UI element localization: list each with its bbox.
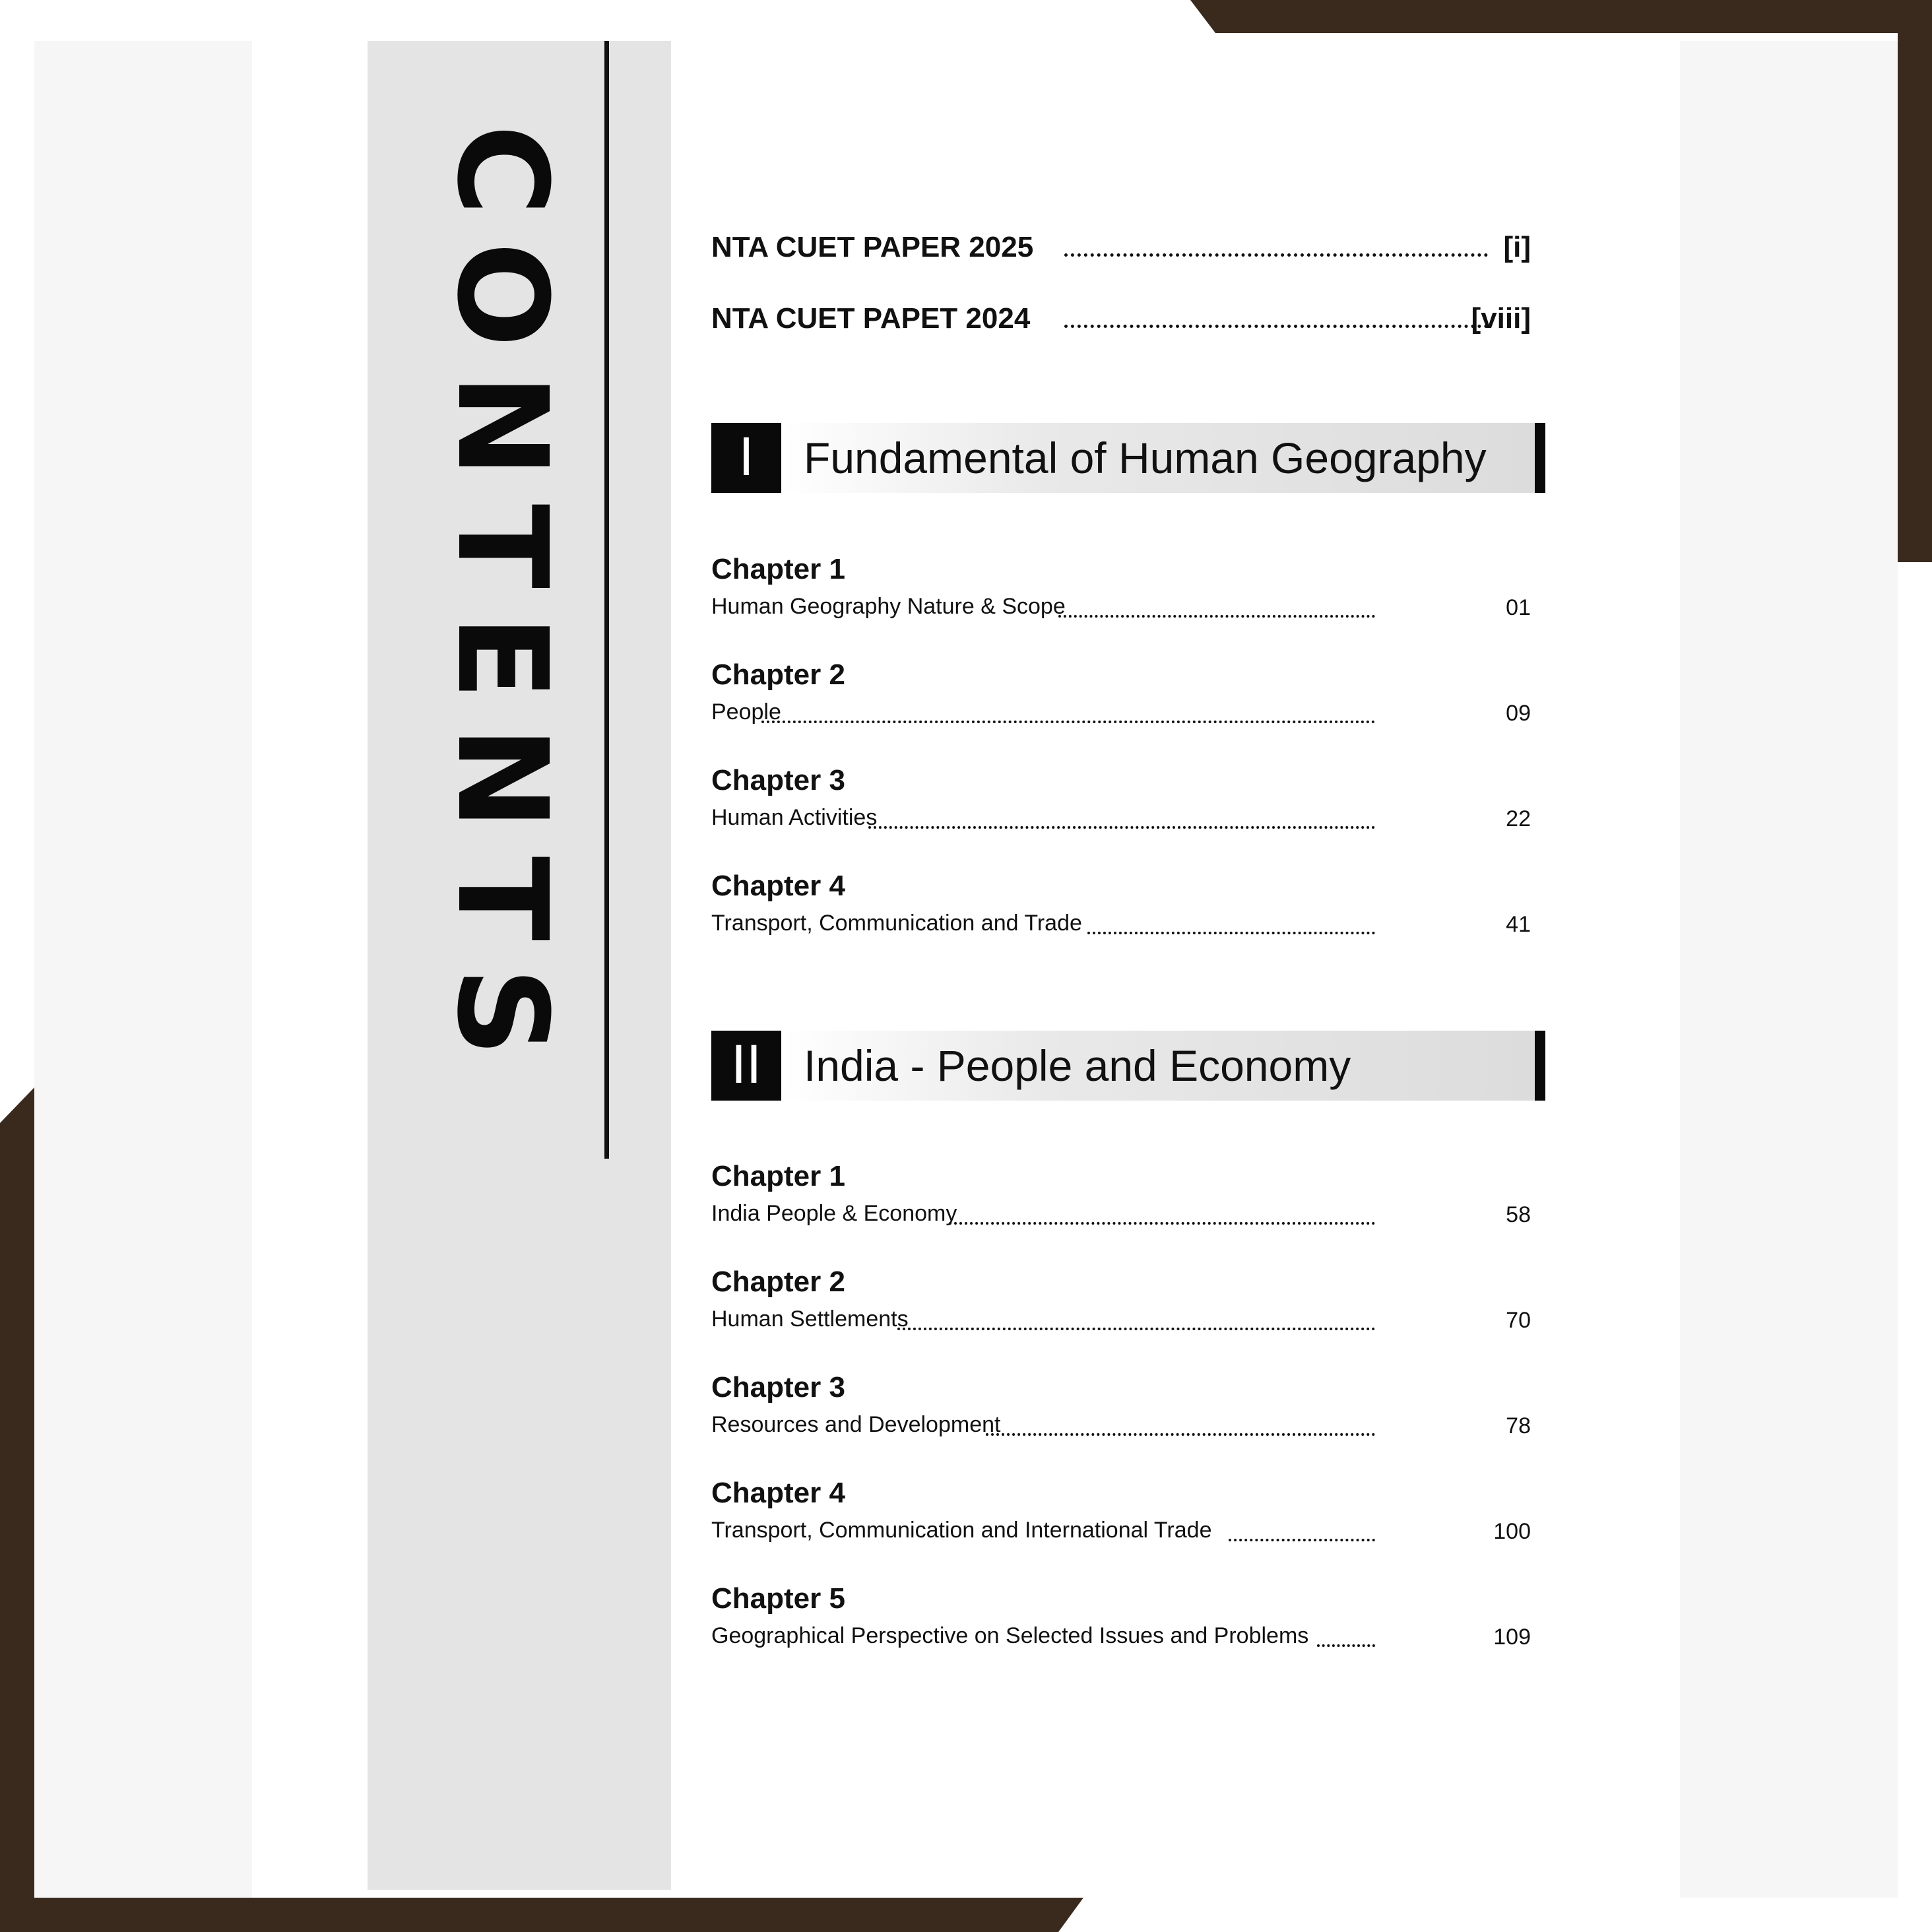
chapter-entry[interactable] [711, 764, 1544, 837]
unit-numeral: II [711, 1031, 781, 1101]
contents-title: CONTENTS [430, 124, 574, 1083]
chapter-page: 09 [1506, 701, 1531, 726]
front-matter-page: [viii] [1471, 302, 1531, 335]
unit-title: India - People and Economy [804, 1041, 1351, 1090]
chapter-entry[interactable] [711, 1371, 1544, 1444]
unit-numeral: I [711, 423, 781, 493]
table-of-contents [711, 0, 1544, 1932]
chapter-label: Chapter 1 [711, 1160, 845, 1192]
chapter-title: Human Settlements [711, 1306, 909, 1332]
chapter-entry[interactable] [711, 1266, 1544, 1338]
front-matter-label: NTA CUET PAPET 2024 [711, 302, 1031, 335]
unit-title: Fundamental of Human Geography [804, 434, 1487, 482]
unit-heading [711, 423, 1545, 493]
chapter-label: Chapter 3 [711, 764, 845, 796]
leader-dots [1058, 615, 1375, 618]
front-matter-page: [i] [1503, 231, 1531, 263]
leader-dots [1064, 325, 1488, 328]
chapter-title: Transport, Communication and International Trade [711, 1518, 1212, 1543]
leader-dots [1317, 1644, 1375, 1647]
chapter-page: 100 [1493, 1519, 1531, 1544]
chapter-page: 22 [1506, 806, 1531, 831]
chapter-title: Resources and Development [711, 1412, 1001, 1437]
leader-dots [1087, 932, 1375, 934]
chapter-title: Human Activities [711, 805, 878, 830]
chapter-label: Chapter 1 [711, 553, 845, 585]
unit-heading-end-bar [1535, 1031, 1545, 1101]
front-matter-row[interactable] [711, 302, 1544, 342]
chapter-page: 109 [1493, 1625, 1531, 1650]
chapter-entry[interactable] [711, 659, 1544, 731]
chapter-page: 58 [1506, 1202, 1531, 1227]
chapter-page: 70 [1506, 1308, 1531, 1333]
chapter-label: Chapter 4 [711, 1477, 845, 1509]
chapter-label: Chapter 2 [711, 659, 845, 691]
chapter-title: Human Geography Nature & Scope [711, 594, 1066, 619]
unit-heading-end-bar [1535, 423, 1545, 493]
chapter-page: 01 [1506, 595, 1531, 620]
leader-dots [1229, 1539, 1375, 1541]
chapter-label: Chapter 2 [711, 1266, 845, 1298]
chapter-entry[interactable] [711, 1582, 1544, 1655]
leader-dots [949, 1222, 1375, 1225]
leader-dots [868, 826, 1375, 829]
leader-dots [986, 1433, 1375, 1436]
chapter-title: India People & Economy [711, 1201, 957, 1226]
side-rule [604, 41, 609, 1159]
chapter-entry[interactable] [711, 1477, 1544, 1549]
chapter-page: 41 [1506, 912, 1531, 937]
leader-dots [761, 721, 1375, 723]
leader-dots [1064, 253, 1488, 257]
front-matter-row[interactable] [711, 231, 1544, 271]
chapter-title: Transport, Communication and Trade [711, 911, 1082, 936]
chapter-entry[interactable] [711, 553, 1544, 626]
chapter-label: Chapter 5 [711, 1582, 845, 1615]
unit-heading [711, 1031, 1545, 1101]
front-matter-label: NTA CUET PAPER 2025 [711, 231, 1034, 263]
chapter-label: Chapter 4 [711, 870, 845, 902]
leader-dots [897, 1328, 1375, 1330]
chapter-label: Chapter 3 [711, 1371, 845, 1403]
chapter-entry[interactable] [711, 870, 1544, 942]
chapter-title: Geographical Perspective on Selected Issues and Problems [711, 1623, 1309, 1648]
chapter-entry[interactable] [711, 1160, 1544, 1233]
chapter-title: People [711, 699, 781, 724]
chapter-page: 78 [1506, 1413, 1531, 1438]
